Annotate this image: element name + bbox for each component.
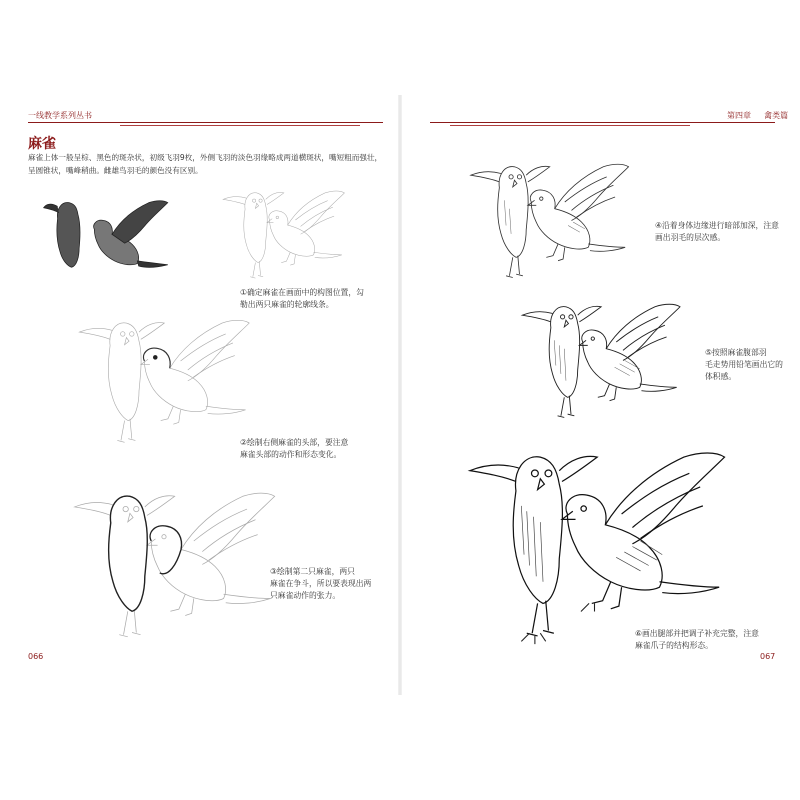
chapter-label [727,110,788,121]
header-rule [28,122,383,123]
sparrow-sketch-step1 [195,180,370,280]
right-page [400,0,800,800]
caption-line: ②绘制右侧麻雀的头部，要注意 [240,438,349,447]
caption-line: 毛走势用铅笔画出它的 [705,360,783,369]
caption-line: 画出羽毛的层次感。 [655,233,726,242]
page-number-right: 067 [760,652,776,661]
caption-line: 麻雀爪子的结构形态。 [635,641,713,650]
sparrow-sketch-step3 [60,475,285,640]
page-number-left: 066 [28,652,44,661]
header-rule [430,122,775,123]
series-title: 一线教学系列丛书 [28,111,92,120]
sparrow-sketch-step5 [492,290,707,420]
caption-line: 勒出两只麻雀的轮廓线条。 [240,300,334,309]
intro-line: 麻雀上体一般呈棕、黑色的斑杂状，初级飞羽9枚，外侧飞羽的淡色羽缘略成两道横斑状，嘴短粗而强壮， [28,153,383,162]
caption-step3 [270,566,371,602]
chapter-number: 第四章 [727,111,751,120]
intro-text [28,151,383,177]
caption-step6 [635,628,759,652]
header-rule-secondary [450,125,690,126]
caption-step4 [655,220,779,244]
caption-line: ③绘制第二只麻雀，两只 [270,567,355,576]
caption-line: ⑤按照麻雀腹部羽 [705,348,767,357]
page-title: 麻雀 [28,136,56,152]
caption-step5 [705,347,783,383]
caption-step2 [240,437,348,461]
intro-line: 呈圆锥状，嘴峰稍曲。雌雄鸟羽毛的颜色没有区别。 [28,166,203,175]
caption-line: 麻雀头部的动作和形态变化。 [240,450,342,459]
chapter-title: 禽类篇 [764,111,789,120]
caption-line: ④沿着身体边缘进行暗部加深，注意 [655,221,779,230]
sparrow-photo [32,190,182,285]
sparrow-sketch-step2 [55,305,270,445]
sparrow-sketch-step4 [448,150,648,280]
caption-line: 体积感。 [705,372,737,381]
header-rule-secondary [120,125,360,126]
caption-line: ①确定麻雀在画面中的构图位置，勾 [240,288,364,297]
caption-line: 只麻雀动作的张力。 [270,591,341,600]
sparrow-sketch-step6 [432,430,757,640]
caption-line: ⑥画出腿部并把调子补充完整，注意 [635,629,759,638]
caption-line: 麻雀在争斗，所以要表现出两 [270,579,372,588]
